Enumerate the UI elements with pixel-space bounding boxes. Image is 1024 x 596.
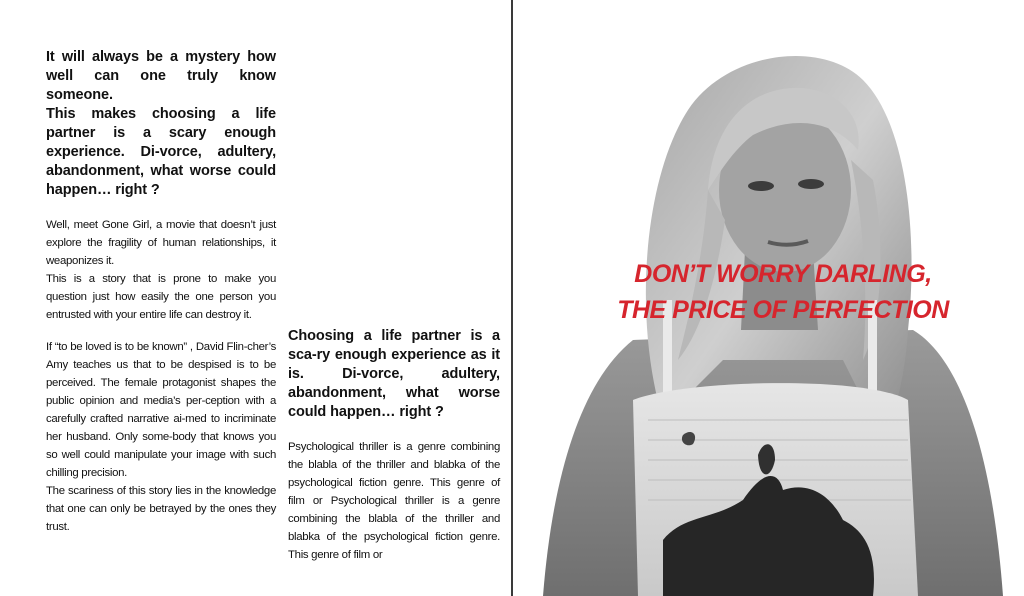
headline-line-1: DON’T WORRY DARLING, xyxy=(634,260,932,288)
text-column-2 xyxy=(288,327,500,564)
body-paragraph-1: Well, meet Gone Girl, a movie that doesn’t just explore the fragility of human relationships, it weaponizes it. This is a story that is prone to make you question just how easily the one person you entrusted with your entire life can destroy it. xyxy=(46,219,276,321)
headline-line-2: THE PRICE OF PERFECTION xyxy=(617,296,949,324)
left-page xyxy=(0,0,511,596)
lead-paragraph: It will always be a mystery how well can one truly know someone. This makes choosing a life partner is a scary enough experience. Di-vorce, adultery, abandonment, what worse could happen… right ? xyxy=(46,49,276,198)
right-page xyxy=(513,0,1024,596)
body-paragraph-2: If “to be loved is to be known” , David Flin-cher’s Amy teaches us that to be despised is to be perceived. The female protagonist shapes the public opinion and media’s per-ception with a carefully crafted narrative ai-med to incriminate her husband. Only some-body that knows you so well could manipulate your image with such chilling precision. The scariness of this story lies in the knowledge that one can only be betrayed by the ones they trust. xyxy=(46,341,276,533)
body-paragraph-3: Psychological thriller is a genre combining the blabla of the thriller and blabka of the psychological fiction genre. This genre of film or Psychological thriller is a genre combining the blabla of the thriller and blabka of the psychological fiction genre. This genre of film or xyxy=(288,441,500,561)
text-column-1 xyxy=(46,48,276,536)
headline xyxy=(573,256,993,328)
subhead-paragraph: Choosing a life partner is a sca-ry enough experience as it is. Di-vorce, adultery, abandonment, what worse could happen… right ? xyxy=(288,328,500,420)
